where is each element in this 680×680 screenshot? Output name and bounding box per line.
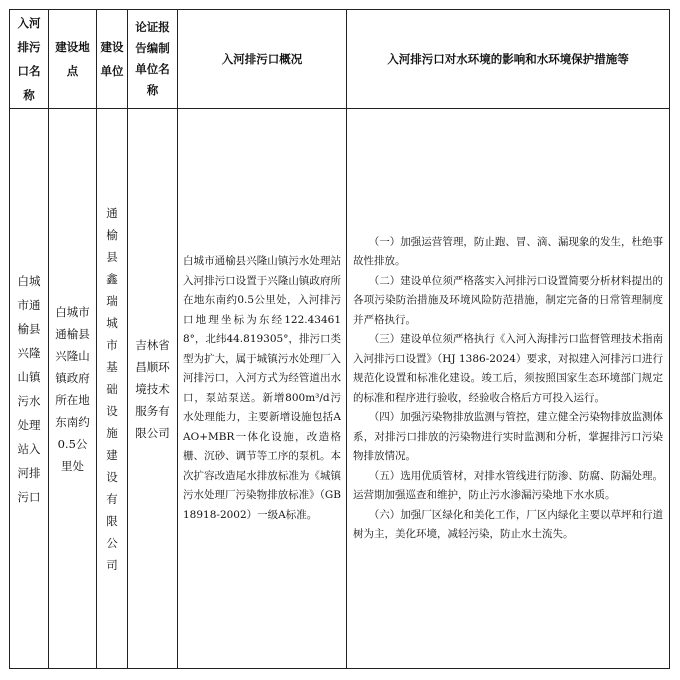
header-overview: 入河排污口概况: [178, 10, 347, 109]
cell-report-unit: 吉林省昌顺环境技术服务有限公司: [128, 109, 178, 669]
outfall-table: [9, 9, 670, 669]
cell-measures: [347, 109, 670, 669]
cell-overview: 白城市通榆县兴隆山镇污水处理站入河排污口设置于兴隆山镇政府所在地东南约0.5公里处，入河排污口地理坐标为东经122.434618°，北纬44.819305°，排污口类型为扩大，属于城镇污水处理厂入河排污口，入河方式为经管道出水口，泵站泵送。新增800m³/d污水处理能力，主要新增设施包括AAO+MBR一体化设施，改造格栅、沉砂、调节等工序的泵机。本次扩容改造尾水排放标准为《城镇污水处理厂污染物排放标准》（GB18918-2002）一级A标准。: [178, 109, 347, 669]
header-impact: 入河排污口对水环境的影响和水环境保护措施等: [347, 10, 670, 109]
header-outfall-name: 入河排污口名称: [10, 10, 49, 109]
measure-item-3: （三）建设单位须严格执行《入河入海排污口监督管理技术指南 入河排污口设置》（HJ 1386-2024）要求，对拟建入河排污口进行规范化设置和标准化建设。竣工后，须按照国家生态环境部门规定的标准和程序进行验收，经验收合格后方可投入运行。: [353, 333, 663, 404]
header-report-unit: 论证报告编制单位名称: [128, 10, 178, 109]
measure-item-2: （二）建设单位须严格落实入河排污口设置简要分析材料提出的各项污染防治措施及环境风险防范措施，制定完备的日常管理制度并严格执行。: [353, 274, 663, 326]
header-row: [10, 10, 670, 109]
measure-item-4: （四）加强污染物排放监测与管控，建立健全污染物排放监测体系，对排污口排放的污染物进行实时监测和分析，掌握排污口污染物排放情况。: [353, 411, 663, 462]
measure-item-1: （一）加强运营管理，防止跑、冒、滴、漏现象的发生，杜绝事故性排放。: [353, 235, 663, 267]
measure-item-5: （五）选用优质管材，对排水管线进行防渗、防腐、防漏处理。运营期加强巡查和维护，防止污水渗漏污染地下水水质。: [353, 469, 663, 501]
header-builder: 建设单位: [97, 10, 128, 109]
measure-item-6: （六）加强厂区绿化和美化工作，厂区内绿化主要以草坪和行道树为主，美化环境，减轻污染，防止水土流失。: [353, 508, 663, 540]
cell-location: 白城市通榆县兴隆山镇政府所在地东南约0.5公里处: [49, 109, 97, 669]
data-row: [10, 109, 670, 669]
cell-outfall-name: 白城市通榆县兴隆山镇污水处理站入河排污口: [10, 109, 49, 669]
cell-builder: 通榆县鑫瑞城市基础设施建设有限公司: [97, 109, 128, 669]
header-location: 建设地点: [49, 10, 97, 109]
